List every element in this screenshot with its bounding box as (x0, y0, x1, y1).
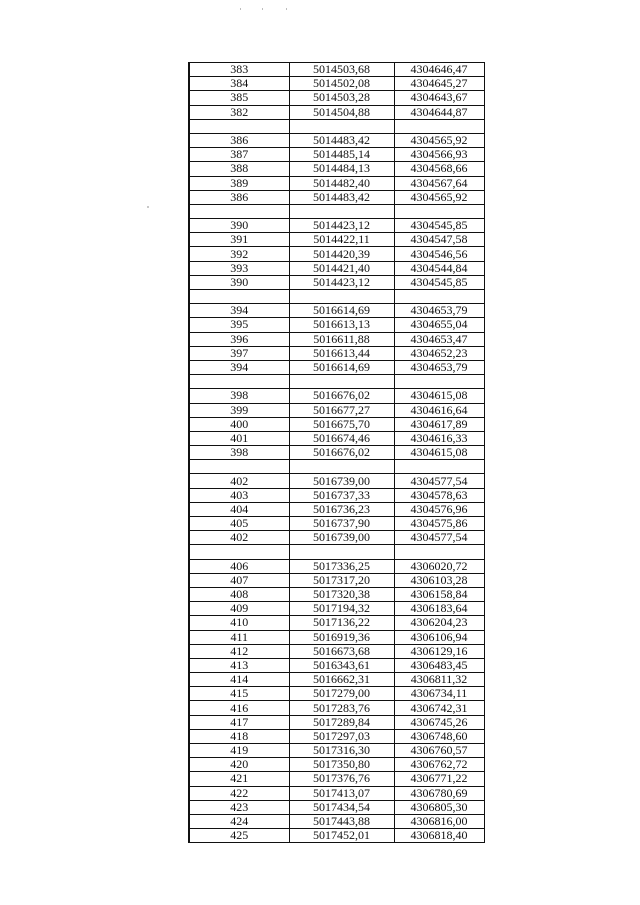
point-number-cell: 395 (189, 318, 289, 332)
point-number-cell: 397 (189, 346, 289, 360)
x-coordinate-cell: 5017350,80 (289, 758, 394, 772)
table-row (189, 77, 484, 91)
table-row (189, 673, 484, 687)
table-row (189, 446, 484, 460)
x-coordinate-cell: 5014503,28 (289, 91, 394, 105)
x-coordinate-cell (289, 375, 394, 389)
x-coordinate-cell: 5017443,88 (289, 814, 394, 828)
y-coordinate-cell: 4304645,27 (394, 77, 484, 91)
x-coordinate-cell: 5016739,00 (289, 531, 394, 545)
x-coordinate-cell: 5016613,13 (289, 318, 394, 332)
y-coordinate-cell: 4304545,85 (394, 219, 484, 233)
x-coordinate-cell: 5014503,68 (289, 63, 394, 77)
x-coordinate-cell: 5017413,07 (289, 786, 394, 800)
point-number-cell: 390 (189, 275, 289, 289)
x-coordinate-cell: 5017194,32 (289, 602, 394, 616)
point-number-cell: 404 (189, 502, 289, 516)
x-coordinate-cell: 5016673,68 (289, 644, 394, 658)
x-coordinate-cell: 5017289,84 (289, 715, 394, 729)
y-coordinate-cell: 4304566,93 (394, 148, 484, 162)
point-number-cell: 389 (189, 176, 289, 190)
table-row (189, 162, 484, 176)
point-number-cell: 405 (189, 517, 289, 531)
table-row (189, 332, 484, 346)
point-number-cell (189, 204, 289, 218)
point-number-cell: 385 (189, 91, 289, 105)
point-number-cell: 411 (189, 630, 289, 644)
point-number-cell: 408 (189, 587, 289, 601)
point-number-cell: 425 (189, 829, 289, 843)
point-number-cell: 412 (189, 644, 289, 658)
x-coordinate-cell: 5016737,90 (289, 517, 394, 531)
x-coordinate-cell: 5016674,46 (289, 431, 394, 445)
x-coordinate-cell: 5017316,30 (289, 744, 394, 758)
point-number-cell: 418 (189, 729, 289, 743)
point-number-cell: 394 (189, 360, 289, 374)
point-number-cell: 396 (189, 332, 289, 346)
table-row (189, 275, 484, 289)
table-spacer-row (189, 204, 484, 218)
point-number-cell: 386 (189, 190, 289, 204)
point-number-cell: 424 (189, 814, 289, 828)
table-row (189, 403, 484, 417)
y-coordinate-cell: 4304615,08 (394, 446, 484, 460)
table-row (189, 814, 484, 828)
point-number-cell: 393 (189, 261, 289, 275)
table-row (189, 190, 484, 204)
table-row (189, 800, 484, 814)
table-spacer-row (189, 290, 484, 304)
coordinates-table-body (189, 63, 484, 843)
table-row (189, 346, 484, 360)
y-coordinate-cell: 4304653,47 (394, 332, 484, 346)
y-coordinate-cell: 4304643,67 (394, 91, 484, 105)
point-number-cell: 387 (189, 148, 289, 162)
table-row (189, 517, 484, 531)
point-number-cell: 384 (189, 77, 289, 91)
table-row (189, 531, 484, 545)
table-row (189, 687, 484, 701)
x-coordinate-cell: 5014422,11 (289, 233, 394, 247)
x-coordinate-cell: 5017297,03 (289, 729, 394, 743)
y-coordinate-cell: 4306020,72 (394, 559, 484, 573)
table-row (189, 133, 484, 147)
y-coordinate-cell: 4306780,69 (394, 786, 484, 800)
y-coordinate-cell: 4304644,87 (394, 105, 484, 119)
table-row (189, 658, 484, 672)
point-number-cell (189, 545, 289, 559)
point-number-cell: 407 (189, 573, 289, 587)
table-row (189, 318, 484, 332)
point-number-cell: 419 (189, 744, 289, 758)
x-coordinate-cell (289, 119, 394, 133)
table-row (189, 616, 484, 630)
coordinates-table (188, 62, 485, 843)
table-row (189, 488, 484, 502)
scan-marks (240, 8, 300, 12)
table-row (189, 431, 484, 445)
y-coordinate-cell: 4304547,58 (394, 233, 484, 247)
table-row (189, 502, 484, 516)
table-row (189, 91, 484, 105)
y-coordinate-cell: 4304577,54 (394, 474, 484, 488)
point-number-cell: 414 (189, 673, 289, 687)
y-coordinate-cell (394, 204, 484, 218)
point-number-cell: 386 (189, 133, 289, 147)
point-number-cell: 399 (189, 403, 289, 417)
y-coordinate-cell: 4304653,79 (394, 304, 484, 318)
table-row (189, 261, 484, 275)
table-row (189, 587, 484, 601)
x-coordinate-cell (289, 545, 394, 559)
x-coordinate-cell: 5014483,42 (289, 133, 394, 147)
point-number-cell: 383 (189, 63, 289, 77)
point-number-cell: 422 (189, 786, 289, 800)
point-number-cell: 416 (189, 701, 289, 715)
x-coordinate-cell: 5016675,70 (289, 417, 394, 431)
y-coordinate-cell: 4304546,56 (394, 247, 484, 261)
point-number-cell: 415 (189, 687, 289, 701)
x-coordinate-cell: 5017317,20 (289, 573, 394, 587)
x-coordinate-cell: 5014421,40 (289, 261, 394, 275)
y-coordinate-cell: 4304617,89 (394, 417, 484, 431)
x-coordinate-cell: 5014482,40 (289, 176, 394, 190)
y-coordinate-cell: 4304578,63 (394, 488, 484, 502)
y-coordinate-cell: 4306748,60 (394, 729, 484, 743)
x-coordinate-cell: 5016662,31 (289, 673, 394, 687)
y-coordinate-cell: 4306734,11 (394, 687, 484, 701)
y-coordinate-cell: 4306760,57 (394, 744, 484, 758)
y-coordinate-cell: 4306204,23 (394, 616, 484, 630)
x-coordinate-cell: 5017452,01 (289, 829, 394, 843)
point-number-cell: 390 (189, 219, 289, 233)
point-number-cell: 398 (189, 446, 289, 460)
y-coordinate-cell: 4306805,30 (394, 800, 484, 814)
point-number-cell: 423 (189, 800, 289, 814)
point-number-cell: 406 (189, 559, 289, 573)
table-row (189, 389, 484, 403)
x-coordinate-cell: 5016676,02 (289, 389, 394, 403)
table-spacer-row (189, 545, 484, 559)
y-coordinate-cell (394, 290, 484, 304)
y-coordinate-cell (394, 545, 484, 559)
y-coordinate-cell: 4304616,64 (394, 403, 484, 417)
scan-speck (147, 206, 149, 208)
point-number-cell (189, 119, 289, 133)
point-number-cell: 394 (189, 304, 289, 318)
x-coordinate-cell: 5016676,02 (289, 446, 394, 460)
y-coordinate-cell: 4306745,26 (394, 715, 484, 729)
point-number-cell (189, 290, 289, 304)
x-coordinate-cell (289, 290, 394, 304)
y-coordinate-cell: 4306106,94 (394, 630, 484, 644)
table-row (189, 63, 484, 77)
x-coordinate-cell: 5014420,39 (289, 247, 394, 261)
table-row (189, 772, 484, 786)
x-coordinate-cell: 5014502,08 (289, 77, 394, 91)
table-spacer-row (189, 375, 484, 389)
x-coordinate-cell: 5016919,36 (289, 630, 394, 644)
table-row (189, 247, 484, 261)
table-row (189, 602, 484, 616)
table-row (189, 573, 484, 587)
table-row (189, 744, 484, 758)
x-coordinate-cell: 5017336,25 (289, 559, 394, 573)
table-row (189, 360, 484, 374)
table-row (189, 786, 484, 800)
y-coordinate-cell: 4304568,66 (394, 162, 484, 176)
table-row (189, 176, 484, 190)
y-coordinate-cell (394, 119, 484, 133)
table-row (189, 148, 484, 162)
x-coordinate-cell: 5017283,76 (289, 701, 394, 715)
x-coordinate-cell: 5014504,88 (289, 105, 394, 119)
y-coordinate-cell: 4306762,72 (394, 758, 484, 772)
table-row (189, 829, 484, 843)
point-number-cell: 409 (189, 602, 289, 616)
table-row (189, 417, 484, 431)
point-number-cell (189, 460, 289, 474)
point-number-cell: 402 (189, 531, 289, 545)
x-coordinate-cell: 5016736,23 (289, 502, 394, 516)
y-coordinate-cell: 4304545,85 (394, 275, 484, 289)
y-coordinate-cell: 4304544,84 (394, 261, 484, 275)
point-number-cell: 382 (189, 105, 289, 119)
x-coordinate-cell: 5016613,44 (289, 346, 394, 360)
table-row (189, 644, 484, 658)
table-row (189, 559, 484, 573)
y-coordinate-cell: 4304655,04 (394, 318, 484, 332)
y-coordinate-cell: 4306742,31 (394, 701, 484, 715)
x-coordinate-cell: 5014423,12 (289, 219, 394, 233)
point-number-cell: 417 (189, 715, 289, 729)
y-coordinate-cell: 4304565,92 (394, 133, 484, 147)
y-coordinate-cell: 4304652,23 (394, 346, 484, 360)
point-number-cell: 403 (189, 488, 289, 502)
x-coordinate-cell (289, 460, 394, 474)
table-row (189, 233, 484, 247)
table-row (189, 701, 484, 715)
y-coordinate-cell: 4304577,54 (394, 531, 484, 545)
table-row (189, 474, 484, 488)
y-coordinate-cell: 4306483,45 (394, 658, 484, 672)
y-coordinate-cell: 4306158,84 (394, 587, 484, 601)
y-coordinate-cell (394, 375, 484, 389)
x-coordinate-cell (289, 204, 394, 218)
point-number-cell: 410 (189, 616, 289, 630)
point-number-cell: 413 (189, 658, 289, 672)
y-coordinate-cell: 4304615,08 (394, 389, 484, 403)
y-coordinate-cell: 4304575,86 (394, 517, 484, 531)
x-coordinate-cell: 5014483,42 (289, 190, 394, 204)
x-coordinate-cell: 5017279,00 (289, 687, 394, 701)
x-coordinate-cell: 5017434,54 (289, 800, 394, 814)
y-coordinate-cell: 4304653,79 (394, 360, 484, 374)
y-coordinate-cell: 4304616,33 (394, 431, 484, 445)
point-number-cell: 400 (189, 417, 289, 431)
x-coordinate-cell: 5017136,22 (289, 616, 394, 630)
point-number-cell: 420 (189, 758, 289, 772)
x-coordinate-cell: 5017320,38 (289, 587, 394, 601)
x-coordinate-cell: 5017376,76 (289, 772, 394, 786)
y-coordinate-cell: 4306103,28 (394, 573, 484, 587)
y-coordinate-cell (394, 460, 484, 474)
x-coordinate-cell: 5016614,69 (289, 304, 394, 318)
y-coordinate-cell: 4304565,92 (394, 190, 484, 204)
y-coordinate-cell: 4306811,32 (394, 673, 484, 687)
table-row (189, 105, 484, 119)
y-coordinate-cell: 4304646,47 (394, 63, 484, 77)
point-number-cell: 401 (189, 431, 289, 445)
point-number-cell: 398 (189, 389, 289, 403)
x-coordinate-cell: 5016737,33 (289, 488, 394, 502)
x-coordinate-cell: 5016739,00 (289, 474, 394, 488)
table-row (189, 304, 484, 318)
table-row (189, 219, 484, 233)
y-coordinate-cell: 4306183,64 (394, 602, 484, 616)
y-coordinate-cell: 4306816,00 (394, 814, 484, 828)
point-number-cell: 421 (189, 772, 289, 786)
table-row (189, 729, 484, 743)
point-number-cell (189, 375, 289, 389)
y-coordinate-cell: 4306818,40 (394, 829, 484, 843)
point-number-cell: 392 (189, 247, 289, 261)
table-spacer-row (189, 119, 484, 133)
x-coordinate-cell: 5016611,88 (289, 332, 394, 346)
point-number-cell: 391 (189, 233, 289, 247)
x-coordinate-cell: 5016677,27 (289, 403, 394, 417)
x-coordinate-cell: 5014423,12 (289, 275, 394, 289)
x-coordinate-cell: 5014484,13 (289, 162, 394, 176)
point-number-cell: 388 (189, 162, 289, 176)
table-row (189, 630, 484, 644)
y-coordinate-cell: 4304567,64 (394, 176, 484, 190)
point-number-cell: 402 (189, 474, 289, 488)
x-coordinate-cell: 5016343,61 (289, 658, 394, 672)
table-row (189, 758, 484, 772)
y-coordinate-cell: 4304576,96 (394, 502, 484, 516)
x-coordinate-cell: 5016614,69 (289, 360, 394, 374)
table-spacer-row (189, 460, 484, 474)
table-row (189, 715, 484, 729)
y-coordinate-cell: 4306129,16 (394, 644, 484, 658)
x-coordinate-cell: 5014485,14 (289, 148, 394, 162)
y-coordinate-cell: 4306771,22 (394, 772, 484, 786)
